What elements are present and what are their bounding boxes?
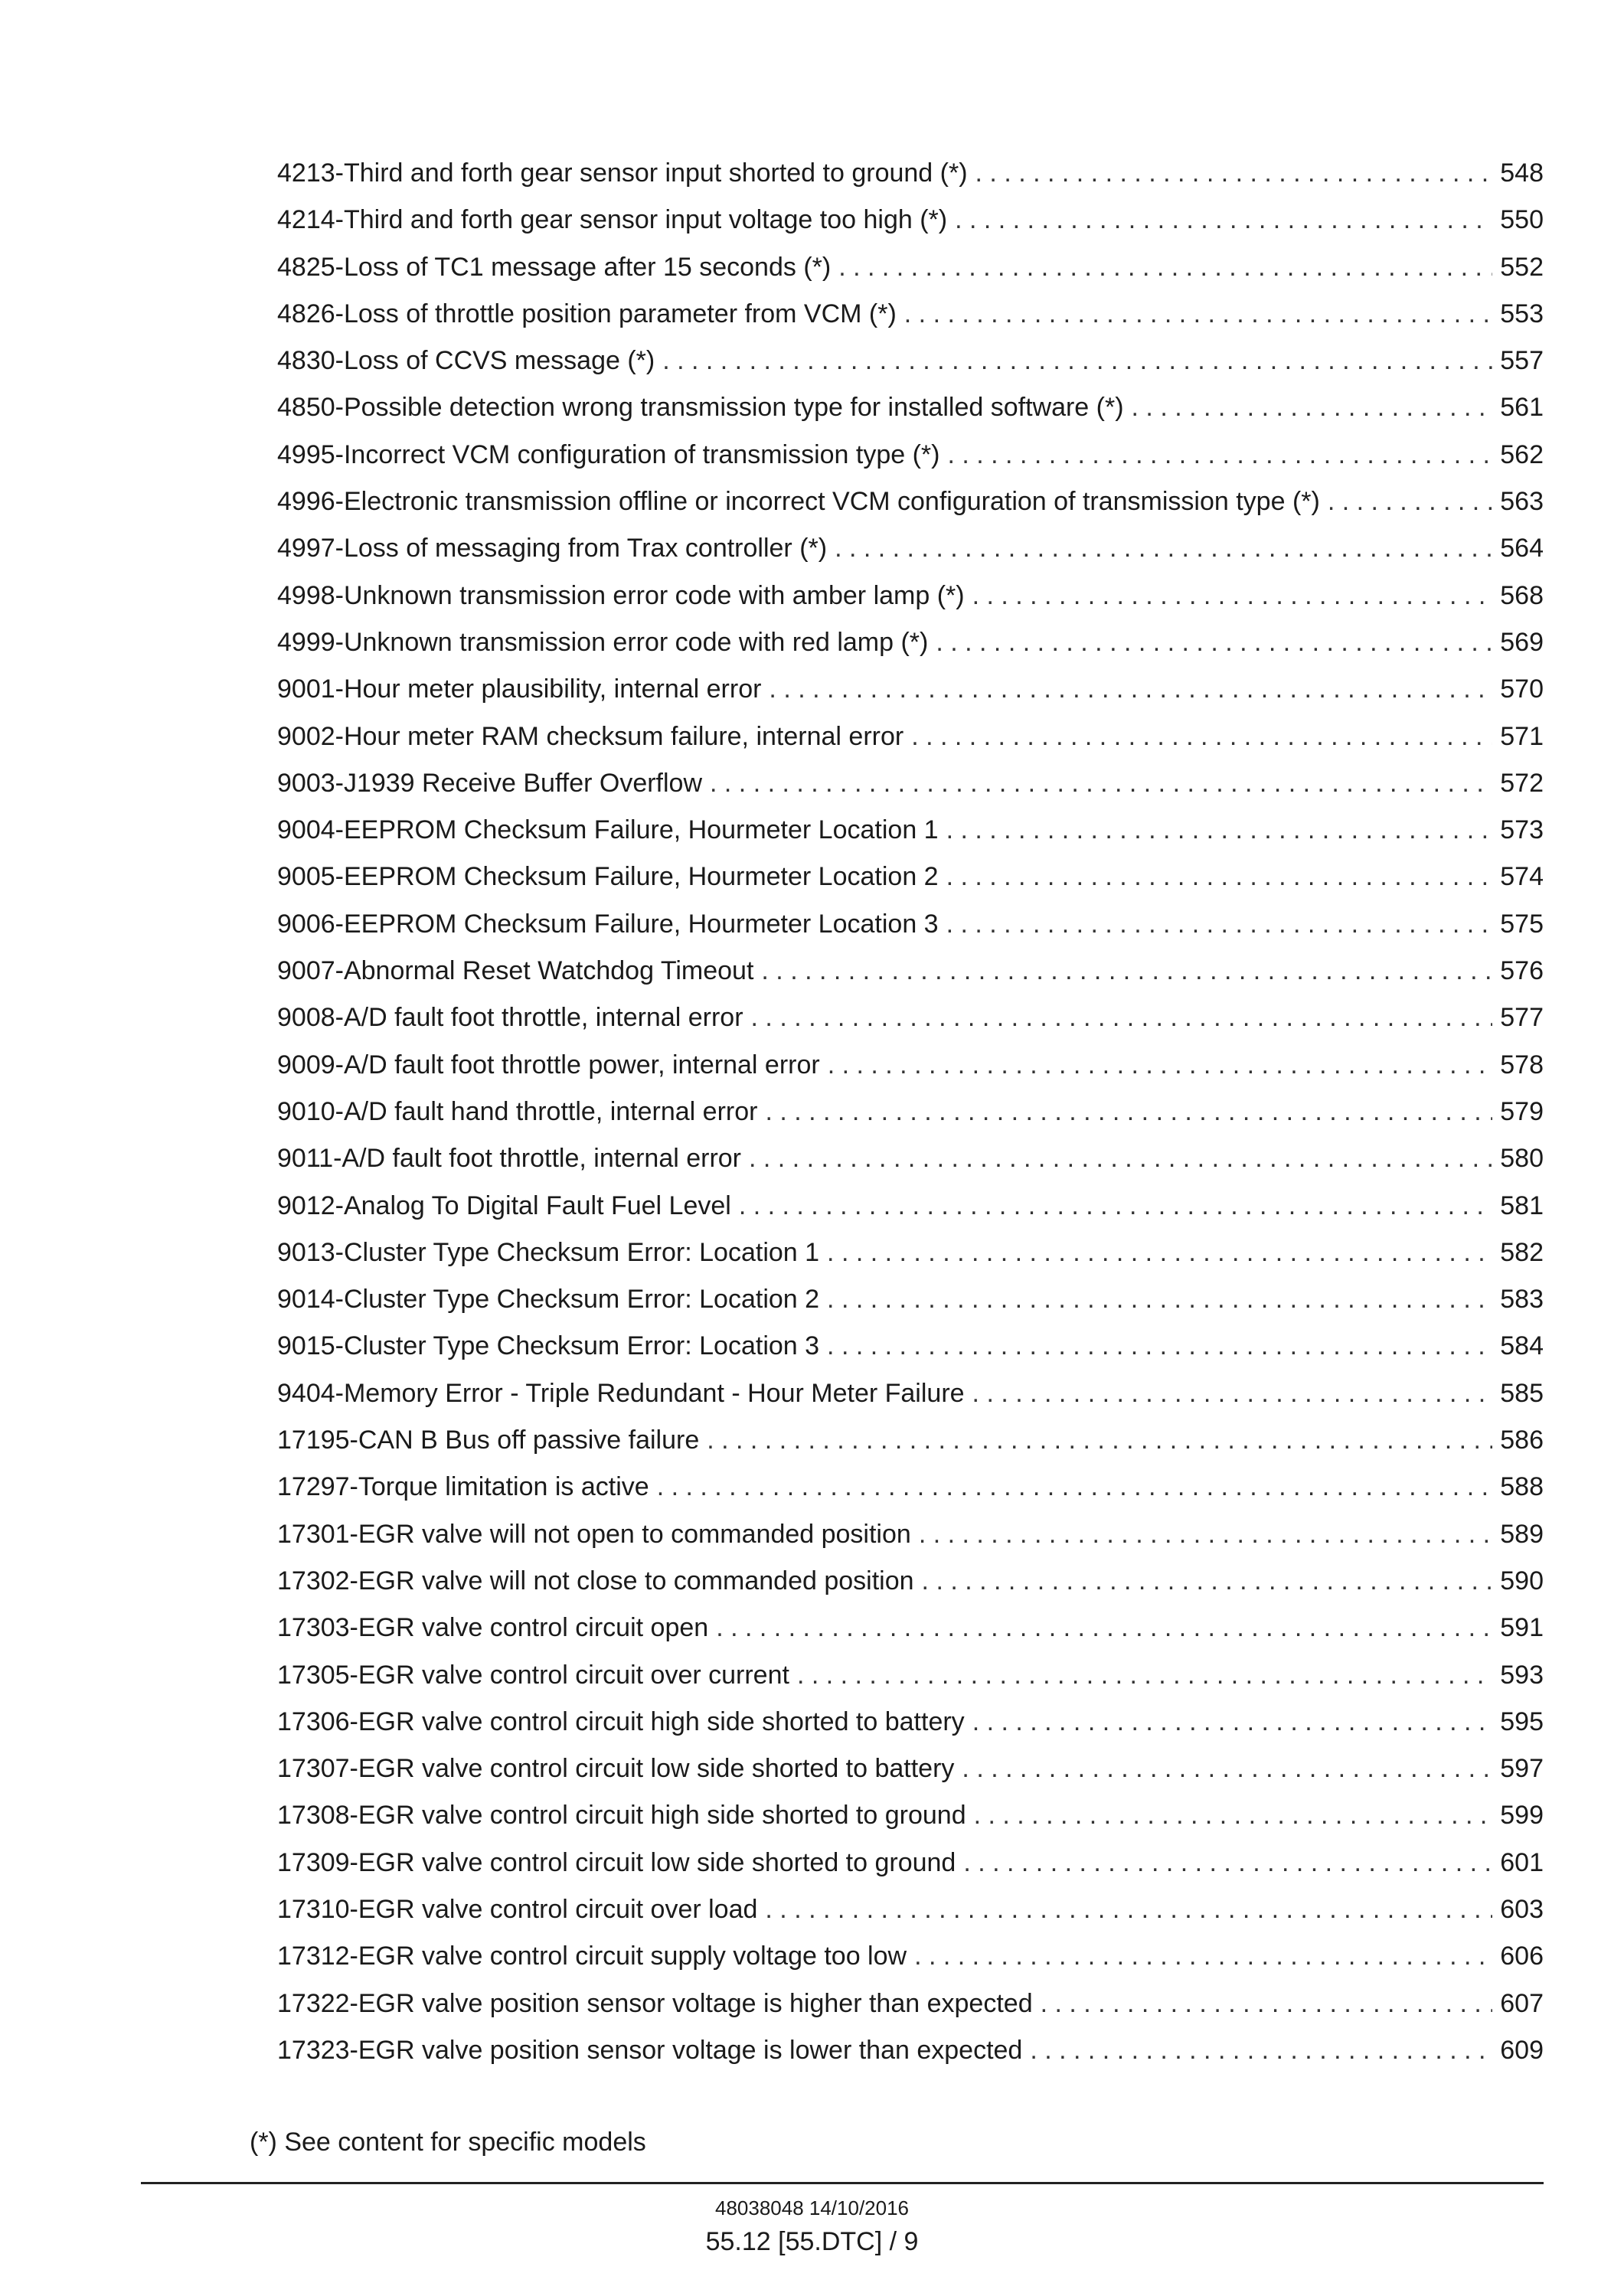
toc-dot-leader <box>947 432 1492 478</box>
toc-entry[interactable] <box>277 432 1544 478</box>
toc-entry-title: 17301-EGR valve will not open to commanded position <box>277 1519 911 1549</box>
toc-entry[interactable] <box>277 1933 1544 1980</box>
toc-entry-page: 579 <box>1500 1096 1544 1126</box>
toc-dot-leader <box>761 948 1492 994</box>
toc-dot-leader <box>765 1886 1492 1933</box>
toc-entry-title: 9002-Hour meter RAM checksum failure, internal error <box>277 721 904 751</box>
toc-entry-page: 575 <box>1500 909 1544 939</box>
toc-entry-title: 17308-EGR valve control circuit high side shorted to ground <box>277 1801 966 1831</box>
toc-entry[interactable] <box>277 1276 1544 1323</box>
toc-entry[interactable] <box>277 1558 1544 1605</box>
toc-entry-page: 595 <box>1500 1706 1544 1736</box>
toc-entry[interactable] <box>277 478 1544 525</box>
toc-dot-leader <box>963 1840 1492 1886</box>
toc-entry[interactable] <box>277 150 1544 197</box>
toc-entry-page: 588 <box>1500 1472 1544 1502</box>
toc-entry-title: 17307-EGR valve control circuit low side shorted to battery <box>277 1754 955 1784</box>
toc-entry[interactable] <box>277 197 1544 243</box>
toc-entry-title: 4826-Loss of throttle position parameter from VCM (*) <box>277 299 897 328</box>
toc-dot-leader <box>974 1792 1493 1839</box>
toc-entry-page: 593 <box>1500 1660 1544 1690</box>
toc-entry-title: 4996-Electronic transmission offline or incorrect VCM configuration of transmission type (*) <box>277 487 1320 517</box>
toc-entry-page: 581 <box>1500 1190 1544 1220</box>
toc-entry[interactable] <box>277 291 1544 338</box>
toc-dot-leader <box>765 1089 1492 1135</box>
toc-entry-title: 9005-EEPROM Checksum Failure, Hourmeter Location 2 <box>277 862 939 892</box>
toc-entry-page: 582 <box>1500 1237 1544 1267</box>
toc-entry-title: 17303-EGR valve control circuit open <box>277 1613 709 1643</box>
toc-entry[interactable] <box>277 1323 1544 1370</box>
toc-dot-leader <box>922 1558 1493 1605</box>
toc-dot-leader <box>769 666 1492 713</box>
toc-entry-title: 9014-Cluster Type Checksum Error: Location 2 <box>277 1285 820 1315</box>
toc-dot-leader <box>716 1605 1492 1651</box>
toc-entry-title: 4999-Unknown transmission error code with red lamp (*) <box>277 627 929 657</box>
toc-entry-page: 572 <box>1500 768 1544 798</box>
toc-entry[interactable] <box>277 1042 1544 1089</box>
toc-dot-leader <box>972 1699 1493 1746</box>
toc-entry-page: 553 <box>1500 299 1544 328</box>
toc-entry[interactable] <box>277 666 1544 713</box>
toc-entry-page: 569 <box>1500 627 1544 657</box>
toc-dot-leader <box>662 338 1492 384</box>
toc-entry-page: 584 <box>1500 1331 1544 1361</box>
toc-entry-page: 609 <box>1500 2035 1544 2065</box>
toc-entry-page: 599 <box>1500 1801 1544 1831</box>
toc-entry-page: 590 <box>1500 1566 1544 1595</box>
toc-entry[interactable] <box>277 1417 1544 1464</box>
toc-entry[interactable] <box>277 948 1544 994</box>
toc-entry-title: 9004-EEPROM Checksum Failure, Hourmeter Location 1 <box>277 815 939 845</box>
toc-dot-leader <box>827 1276 1492 1323</box>
toc-entry-title: 9012-Analog To Digital Fault Fuel Level <box>277 1190 731 1220</box>
toc-dot-leader <box>936 619 1492 666</box>
toc-dot-leader <box>919 1511 1492 1558</box>
toc-entry-page: 597 <box>1500 1754 1544 1784</box>
toc-entry-title: 4997-Loss of messaging from Trax controller (*) <box>277 534 828 563</box>
toc-dot-leader <box>828 1042 1493 1089</box>
toc-entry-page: 550 <box>1500 205 1544 235</box>
page-reference: 55.12 [55.DTC] / 9 <box>705 2227 919 2256</box>
toc-entry-title: 4998-Unknown transmission error code with amber lamp (*) <box>277 580 965 610</box>
toc-entry-page: 576 <box>1500 956 1544 986</box>
toc-entry-title: 17195-CAN B Bus off passive failure <box>277 1426 700 1455</box>
toc-entry[interactable] <box>277 1699 1544 1746</box>
footnote: (*) See content for specific models <box>250 2128 646 2157</box>
toc-entry-page: 591 <box>1500 1613 1544 1643</box>
toc-entry-title: 9006-EEPROM Checksum Failure, Hourmeter Location 3 <box>277 909 939 939</box>
toc-entry-title: 17310-EGR valve control circuit over load <box>277 1894 758 1924</box>
toc-entry-title: 17323-EGR valve position sensor voltage is lower than expected <box>277 2035 1023 2065</box>
toc-entry-title: 9015-Cluster Type Checksum Error: Location 3 <box>277 1331 820 1361</box>
footer-divider <box>141 2182 1544 2184</box>
toc-entry-title: 9008-A/D fault foot throttle, internal error <box>277 1003 743 1033</box>
toc-entry-page: 564 <box>1500 534 1544 563</box>
toc-entry-page: 603 <box>1500 1894 1544 1924</box>
document-id: 48038048 14/10/2016 <box>714 2196 910 2219</box>
toc-entry-title: 4995-Incorrect VCM configuration of transmission type (*) <box>277 439 940 469</box>
toc-entry-title: 4825-Loss of TC1 message after 15 seconds (*) <box>277 252 832 282</box>
toc-dot-leader <box>707 1417 1492 1464</box>
toc-entry-title: 9001-Hour meter plausibility, internal error <box>277 674 762 704</box>
toc-dot-leader <box>710 760 1492 807</box>
toc-dot-leader <box>827 1230 1492 1276</box>
toc-dot-leader <box>1328 478 1492 525</box>
toc-entry-page: 548 <box>1500 158 1544 188</box>
toc-dot-leader <box>835 525 1492 572</box>
toc-entry[interactable] <box>277 807 1544 854</box>
toc-entry[interactable] <box>277 1370 1544 1417</box>
toc-dot-leader <box>739 1183 1492 1230</box>
toc-dot-leader <box>1030 2027 1492 2074</box>
toc-dot-leader <box>751 994 1493 1041</box>
toc-entry[interactable] <box>277 1464 1544 1511</box>
toc-dot-leader <box>749 1135 1492 1182</box>
toc-dot-leader <box>946 901 1493 948</box>
toc-dot-leader <box>962 1746 1492 1792</box>
toc-entry-page: 577 <box>1500 1003 1544 1033</box>
toc-entry-title: 9013-Cluster Type Checksum Error: Location 1 <box>277 1237 820 1267</box>
toc-entry[interactable] <box>277 1230 1544 1276</box>
toc-entry-page: 607 <box>1500 1988 1544 2018</box>
toc-entry[interactable] <box>277 1746 1544 1792</box>
toc-dot-leader <box>946 807 1493 854</box>
toc-entry-page: 589 <box>1500 1519 1544 1549</box>
toc-dot-leader <box>904 291 1492 338</box>
toc-entry-title: 4850-Possible detection wrong transmission type for installed software (*) <box>277 393 1124 423</box>
toc-entry-page: 571 <box>1500 721 1544 751</box>
toc-dot-leader <box>797 1652 1492 1699</box>
toc-dot-leader <box>1041 1981 1493 2027</box>
toc-dot-leader <box>975 150 1493 197</box>
toc-entry-page: 561 <box>1500 393 1544 423</box>
toc-dot-leader <box>827 1323 1492 1370</box>
toc-entry[interactable] <box>277 525 1544 572</box>
toc-entry-page: 573 <box>1500 815 1544 845</box>
toc-entry-title: 9404-Memory Error - Triple Redundant - Hour Meter Failure <box>277 1378 965 1408</box>
toc-entry-page: 583 <box>1500 1285 1544 1315</box>
toc-dot-leader <box>838 244 1492 291</box>
toc-entry-page: 586 <box>1500 1426 1544 1455</box>
toc-entry[interactable] <box>277 244 1544 291</box>
toc-entry-page: 563 <box>1500 487 1544 517</box>
toc-entry-page: 568 <box>1500 580 1544 610</box>
toc-entry-title: 17302-EGR valve will not close to commanded position <box>277 1566 914 1595</box>
toc-entry-page: 580 <box>1500 1144 1544 1174</box>
toc-entry[interactable] <box>277 1605 1544 1651</box>
toc-entry-page: 552 <box>1500 252 1544 282</box>
toc-dot-leader <box>657 1464 1493 1511</box>
toc-entry-title: 17322-EGR valve position sensor voltage is higher than expected <box>277 1988 1033 2018</box>
toc-entry-title: 9010-A/D fault hand throttle, internal error <box>277 1096 758 1126</box>
toc-entry[interactable] <box>277 1183 1544 1230</box>
toc-entry[interactable] <box>277 901 1544 948</box>
toc-entry[interactable] <box>277 2027 1544 2074</box>
toc-entry[interactable] <box>277 994 1544 1041</box>
toc-entry-page: 570 <box>1500 674 1544 704</box>
toc-entry[interactable] <box>277 1981 1544 2027</box>
toc-entry[interactable] <box>277 338 1544 384</box>
toc-dot-leader <box>1132 384 1493 431</box>
toc-entry[interactable] <box>277 1840 1544 1886</box>
toc-entry[interactable] <box>277 619 1544 666</box>
toc-entry-title: 4214-Third and forth gear sensor input voltage too high (*) <box>277 205 948 235</box>
toc-entry-title: 9009-A/D fault foot throttle power, internal error <box>277 1050 820 1079</box>
toc-entry-title: 4830-Loss of CCVS message (*) <box>277 346 655 376</box>
toc-entry-title: 9011-A/D fault foot throttle, internal error <box>277 1144 742 1174</box>
toc-entry[interactable] <box>277 1652 1544 1699</box>
toc-entry[interactable] <box>277 1135 1544 1182</box>
toc-entry-title: 17305-EGR valve control circuit over current <box>277 1660 789 1690</box>
toc-entry[interactable] <box>277 573 1544 619</box>
toc-entry-title: 9007-Abnormal Reset Watchdog Timeout <box>277 956 754 986</box>
toc-entry-page: 557 <box>1500 346 1544 376</box>
toc-entry[interactable] <box>277 760 1544 807</box>
toc-entry[interactable] <box>277 1792 1544 1839</box>
table-of-contents <box>277 150 1544 2074</box>
toc-entry[interactable] <box>277 1511 1544 1558</box>
toc-dot-leader <box>955 197 1492 243</box>
toc-dot-leader <box>914 1933 1492 1980</box>
toc-entry-page: 601 <box>1500 1847 1544 1877</box>
toc-dot-leader <box>946 854 1493 900</box>
toc-entry-title: 17309-EGR valve control circuit low side shorted to ground <box>277 1847 956 1877</box>
toc-entry[interactable] <box>277 1089 1544 1135</box>
toc-entry-title: 9003-J1939 Receive Buffer Overflow <box>277 768 703 798</box>
toc-entry-page: 585 <box>1500 1378 1544 1408</box>
toc-entry-page: 574 <box>1500 862 1544 892</box>
toc-entry-page: 606 <box>1500 1942 1544 1971</box>
toc-dot-leader <box>972 573 1493 619</box>
toc-entry[interactable] <box>277 1886 1544 1933</box>
toc-entry-title: 17306-EGR valve control circuit high side shorted to battery <box>277 1706 965 1736</box>
toc-dot-leader <box>911 714 1492 760</box>
toc-entry[interactable] <box>277 854 1544 900</box>
toc-entry-page: 562 <box>1500 439 1544 469</box>
toc-entry-title: 17312-EGR valve control circuit supply voltage too low <box>277 1942 907 1971</box>
toc-entry-title: 4213-Third and forth gear sensor input shorted to ground (*) <box>277 158 968 188</box>
toc-entry-page: 578 <box>1500 1050 1544 1079</box>
toc-dot-leader <box>972 1370 1493 1417</box>
toc-entry[interactable] <box>277 714 1544 760</box>
toc-entry-title: 17297-Torque limitation is active <box>277 1472 649 1502</box>
toc-entry[interactable] <box>277 384 1544 431</box>
